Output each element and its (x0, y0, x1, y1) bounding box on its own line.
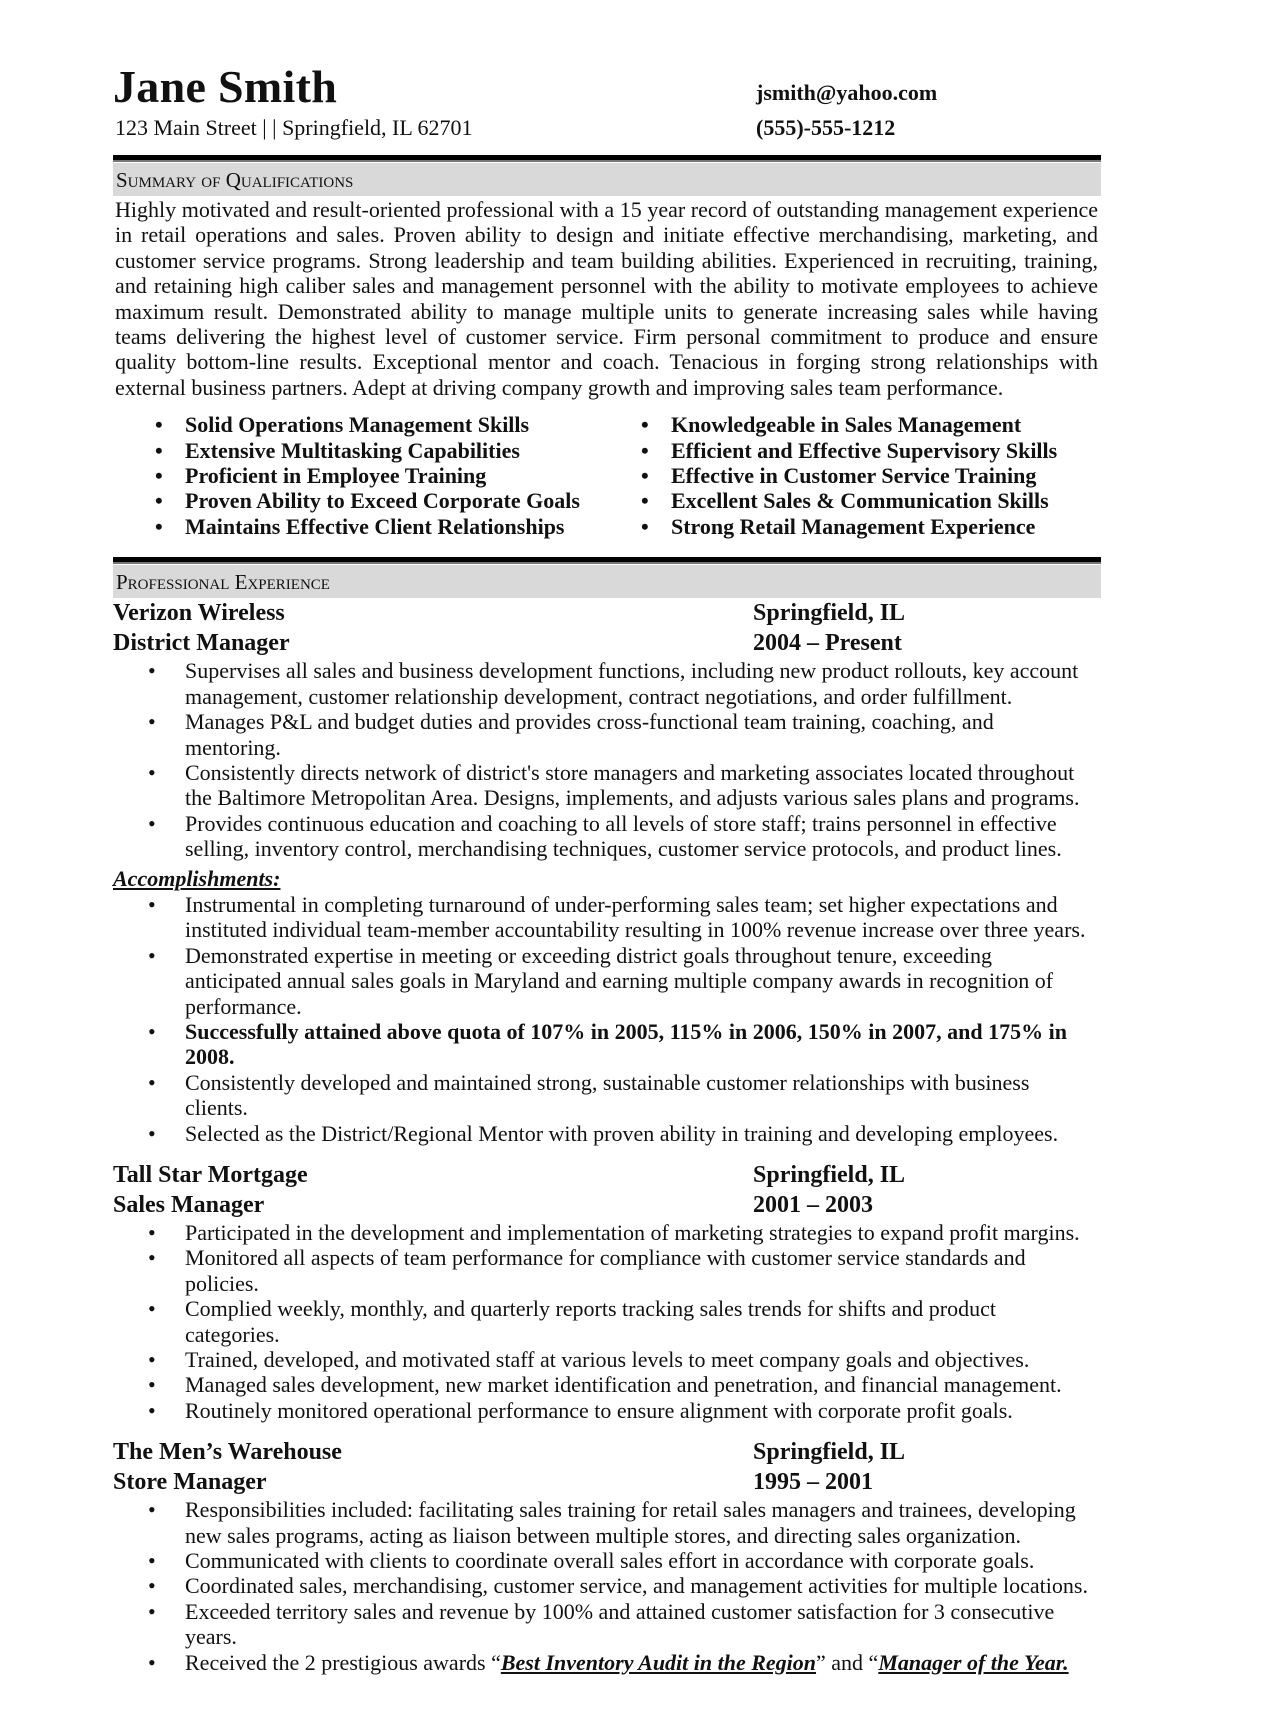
accomplishments-label: Accomplishments: (113, 865, 281, 891)
bullet-icon: • (148, 1296, 156, 1322)
award-award2: Manager of the Year. (878, 1649, 1069, 1675)
job-verizon (113, 598, 1101, 1146)
bullet-text: Participated in the development and implementation of marketing strategies to expand profit margins. (185, 1220, 1080, 1245)
bullet-item (113, 760, 1101, 811)
bullet-text: Managed sales development, new market identification and penetration, and financial management. (185, 1372, 1062, 1398)
skill-item (113, 463, 641, 488)
job-title: Sales Manager (113, 1192, 265, 1218)
bullet-icon: • (155, 463, 163, 489)
bullet-icon: • (641, 437, 649, 463)
skill-text: Efficient and Effective Supervisory Skills (671, 437, 1058, 463)
bullet-item (113, 1121, 1101, 1146)
job-mens-warehouse (113, 1437, 1101, 1675)
bullet-text: Routinely monitored operational performance to ensure alignment with corporate profit goals. (185, 1397, 1013, 1423)
job-company: Verizon Wireless (113, 600, 285, 627)
bullet-text: Complied weekly, monthly, and quarterly reports tracking sales trends for shifts and product categories. (185, 1296, 996, 1347)
job-title: District Manager (113, 630, 290, 657)
bullet-text: Coordinated sales, merchandising, customer service, and management activities for multiple locations. (185, 1573, 1088, 1599)
bullet-icon: • (148, 810, 156, 836)
bullet-item (113, 1497, 1101, 1548)
bullet-icon: • (148, 1018, 156, 1044)
skill-text: Extensive Multitasking Capabilities (185, 437, 520, 463)
bullet-list (113, 1220, 1101, 1423)
bullet-icon: • (148, 1372, 156, 1398)
job-dates: 2001 – 2003 (753, 1192, 873, 1218)
skill-item (113, 488, 641, 513)
bullet-text: Communicated with clients to coordinate overall sales effort in accordance with corporate goals. (185, 1548, 1035, 1574)
bullet-text: Provides continuous education and coaching to all levels of store staff; trains personnel in effective selling, inventory control, merchandising techniques, customer service protocols, and product lines. (185, 810, 1062, 862)
bullet-item (113, 811, 1101, 862)
bullet-icon: • (148, 942, 156, 968)
bullet-icon: • (148, 709, 156, 735)
bullet-text: Exceeded territory sales and revenue by 100% and attained customer satisfaction for 3 consecutive years. (185, 1598, 1055, 1650)
section-rule (113, 155, 1101, 162)
bullet-icon: • (155, 412, 163, 438)
skill-text: Excellent Sales & Communication Skills (671, 488, 1049, 514)
candidate-name: Jane Smith (113, 61, 338, 112)
email: jsmith@yahoo.com (756, 80, 938, 105)
bullet-icon: • (148, 1548, 156, 1574)
skill-item (641, 463, 1101, 488)
skill-item (113, 438, 641, 463)
bullet-icon: • (641, 513, 649, 539)
address: 123 Main Street | | Springfield, IL 62701 (115, 115, 473, 140)
award-prefix: Received the 2 prestigious awards “ (185, 1649, 501, 1675)
skill-text: Knowledgeable in Sales Management (671, 412, 1022, 438)
summary-paragraph: Highly motivated and result-oriented professional with a 15 year record of outstanding management experience in retail operations and sales. Proven ability to design and initiate effective merchandising, marketing, and customer service programs. Strong leadership and team building abilities. Experienced in recruiting, training, and retaining high caliber sales and management personnel with the ability to motivate employees to achieve maximum result. Demonstrated ability to manage multiple units to generate increasing sales while having teams delivering the highest level of customer service. Firm personal commitment to produce and ensure quality bottom-line results. Exceptional mentor and coach. Tenacious in forging strong relationships with external business partners. Adept at driving company growth and improving sales team performance. (115, 197, 1098, 400)
section-title: Professional Experience (116, 570, 330, 595)
job-company: The Men’s Warehouse (113, 1439, 342, 1466)
bullet-item (113, 1296, 1101, 1347)
bullet-item (113, 1220, 1101, 1245)
bullet-item (113, 1573, 1101, 1598)
job-tall-star (113, 1160, 1101, 1423)
bullet-icon: • (148, 1573, 156, 1599)
skill-item (113, 412, 641, 437)
bullet-item (113, 658, 1101, 709)
bullet-list (113, 892, 1101, 1146)
bullet-icon: • (148, 1497, 156, 1523)
bullet-text: Successfully attained above quota of 107% in 2005, 115% in 2006, 150% in 2007, and 175% in 2008. (185, 1018, 1067, 1070)
bullet-icon: • (148, 1069, 156, 1095)
skill-text: Proficient in Employee Training (185, 463, 487, 489)
skill-text: Maintains Effective Client Relationships (185, 513, 565, 539)
bullet-item (113, 1650, 1101, 1675)
resume-header (113, 60, 1101, 155)
skill-text: Proven Ability to Exceed Corporate Goals (185, 488, 580, 514)
job-dates: 1995 – 2001 (753, 1469, 873, 1496)
bullet-icon: • (148, 1397, 156, 1423)
bullet-text: Selected as the District/Regional Mentor with proven ability in training and developing employees. (185, 1120, 1059, 1146)
bullet-item (113, 943, 1101, 1019)
bullet-item (113, 1347, 1101, 1372)
job-location: Springfield, IL (753, 1162, 906, 1188)
bullet-icon: • (155, 488, 163, 514)
skills-left-list (113, 412, 641, 539)
job-dates: 2004 – Present (753, 630, 902, 657)
bullet-icon: • (148, 1347, 156, 1373)
bullet-item (113, 1019, 1101, 1070)
bullet-icon: • (155, 437, 163, 463)
bullet-text: Manages P&L and budget duties and provides cross-functional team training, coaching, and mentoring. (185, 709, 994, 760)
bullet-icon: • (148, 1245, 156, 1271)
bullet-text: Responsibilities included: facilitating sales training for retail sales managers and trainees, developing new sales programs, acting as liaison between multiple stores, and directing sales organization. (185, 1497, 1076, 1548)
bullet-text: Monitored all aspects of team performance for compliance with customer service standards and policies. (185, 1245, 1026, 1296)
award-award1: Best Inventory Audit in the Region (500, 1649, 817, 1675)
bullet-item (113, 1372, 1101, 1397)
phone: (555)-555-1212 (756, 115, 896, 140)
skills-right-list (641, 412, 1101, 539)
bullet-icon: • (155, 513, 163, 539)
award-middle: ” and “ (816, 1649, 879, 1675)
bullet-text: Consistently developed and maintained strong, sustainable customer relationships with business clients. (185, 1069, 1030, 1121)
bullet-icon: • (148, 1120, 156, 1146)
bullet-icon: • (148, 759, 156, 785)
bullet-text: Instrumental in completing turnaround of under-performing sales team; set higher expectations and instituted individual team-member accountability resulting in 100% revenue increase over three years. (185, 891, 1086, 943)
bullet-list (113, 658, 1101, 861)
skill-item (641, 488, 1101, 513)
job-header-row (113, 1160, 1101, 1190)
job-list (113, 598, 1101, 1675)
bullet-icon: • (641, 412, 649, 438)
bullet-item (113, 1398, 1101, 1423)
job-header-row (113, 628, 1101, 658)
skill-text: Solid Operations Management Skills (185, 412, 530, 438)
resume-page (113, 0, 1101, 1715)
bullet-icon: • (148, 1598, 156, 1624)
section-title: Summary of Qualifications (116, 168, 354, 192)
bullet-text: Consistently directs network of district's store managers and marketing associates located throughout the Baltimore Metropolitan Area. Designs, implements, and adjusts various sales plans and programs. (185, 759, 1080, 811)
job-header-row (113, 1467, 1101, 1497)
job-location: Springfield, IL (753, 600, 906, 627)
skill-item (641, 514, 1101, 539)
bullet-list (113, 1497, 1101, 1675)
skills-list (113, 412, 1101, 539)
skill-item (641, 412, 1101, 437)
bullet-item (113, 1245, 1101, 1296)
bullet-item (113, 892, 1101, 943)
bullet-text: Demonstrated expertise in meeting or exceeding district goals throughout tenure, exceeding anticipated annual sales goals in Maryland and earning multiple company awards in recognition of performance. (185, 942, 1054, 1019)
skill-item (113, 514, 641, 539)
bullet-text: Trained, developed, and motivated staff at various levels to meet company goals and objectives. (185, 1347, 1030, 1373)
bullet-text: Supervises all sales and business development functions, including new product rollouts, key account management, customer relationship development, contract negotiations, and order fulfillment. (185, 658, 1079, 709)
bullet-item (113, 1599, 1101, 1650)
bullet-icon: • (148, 658, 156, 684)
skill-text: Strong Retail Management Experience (671, 513, 1036, 539)
skill-item (641, 438, 1101, 463)
section-header-experience (113, 565, 1101, 598)
job-header-row (113, 598, 1101, 628)
bullet-icon: • (641, 463, 649, 489)
skill-text: Effective in Customer Service Training (671, 463, 1037, 489)
bullet-item (113, 709, 1101, 760)
bullet-icon: • (641, 488, 649, 514)
bullet-icon: • (148, 1649, 156, 1675)
job-location: Springfield, IL (753, 1439, 906, 1466)
job-header-row (113, 1437, 1101, 1467)
section-header-summary (113, 163, 1101, 196)
bullet-icon: • (148, 891, 156, 917)
job-header-row (113, 1190, 1101, 1220)
section-rule (113, 557, 1101, 564)
job-title: Store Manager (113, 1469, 267, 1496)
bullet-icon: • (148, 1220, 156, 1245)
bullet-item (113, 1070, 1101, 1121)
job-company: Tall Star Mortgage (113, 1162, 308, 1188)
bullet-item (113, 1548, 1101, 1573)
